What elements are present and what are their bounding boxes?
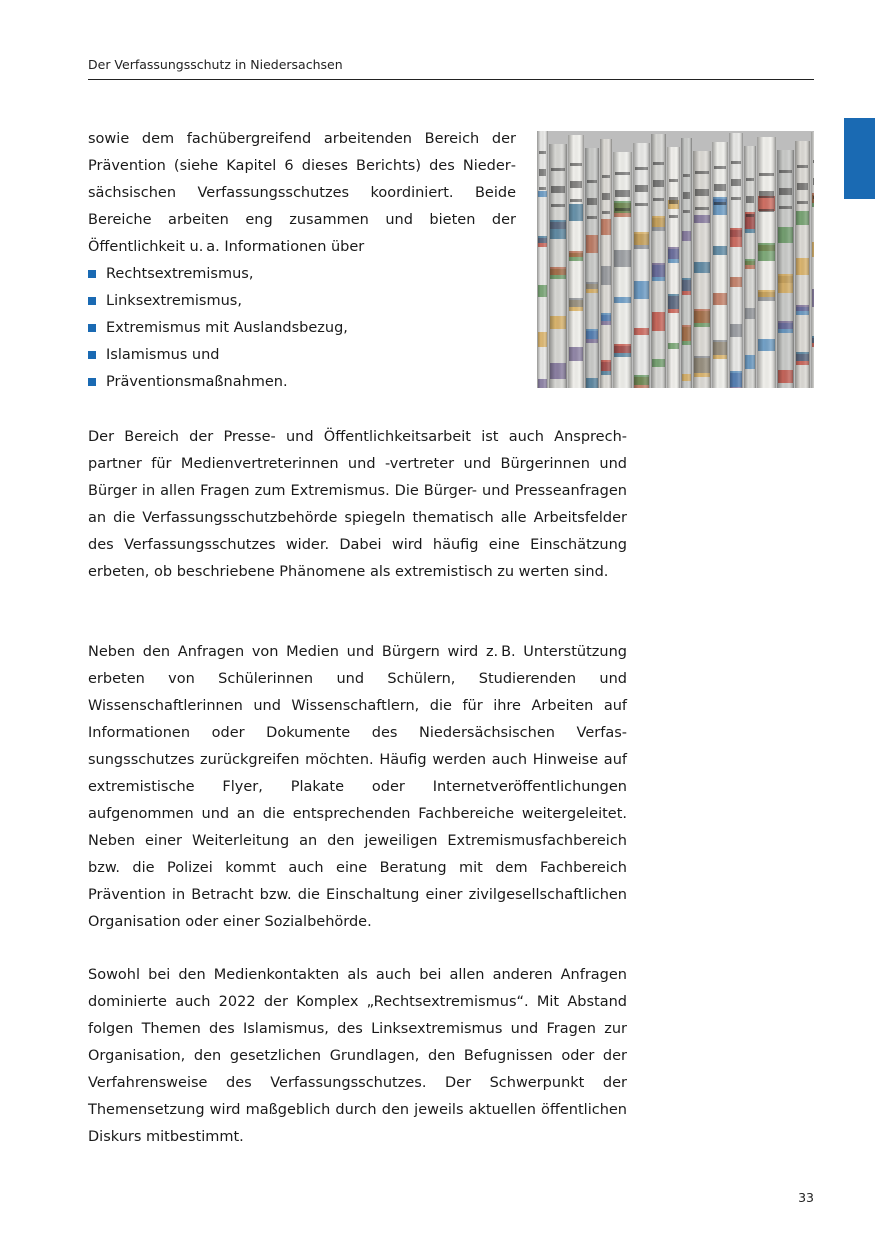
list-item: Extremismus mit Auslandsbezug,	[88, 315, 516, 342]
newspaper-fold-shadow	[613, 152, 632, 388]
bullet-square-icon	[88, 324, 96, 332]
newspaper-fold-shadow	[693, 151, 711, 388]
newspaper-fold-shadow	[633, 143, 650, 388]
header-title: Der Verfassungsschutz in Niedersachsen	[88, 57, 343, 72]
list-item: Linksextremismus,	[88, 288, 516, 315]
paragraph-topics: Sowohl bei den Medienkontakten als auch bei allen anderen Anfragen dominierte auch 2022 der Komplex „Rechtsextremismus“. Mit Abstand folgen Themen des Islamismus, des Linksextremismus und Fragen zur Organisation, den gesetzlichen Grundlagen, den Befugnissen oder der Verfahrensweise des Verfassungsschutzes. Der Schwerpunkt der Themensetzung wird maßgeblich durch den jeweils aktuellen öffentlichen Diskurs mitbestimmt.	[88, 967, 627, 1145]
newspaper-fold-shadow	[795, 141, 810, 388]
list-item: Islamismus und	[88, 342, 516, 369]
newspaper-fold-shadow	[667, 147, 680, 388]
newspapers-illustration	[537, 131, 814, 388]
newspaper-fold-shadow	[712, 142, 728, 388]
list-item: Rechtsextremismus,	[88, 261, 516, 288]
newspaper-fold-shadow	[757, 137, 776, 388]
intro-text: sowie dem fachübergreifend arbeitenden Bereich der Prävention (siehe Kapitel 6 dieses Berichts) des Niedersächsischen Verfassungsschutzes koordiniert. Beide Bereiche arbeiten eng zusammen und bieten der Öffentlichkeit u. a. Informationen über	[88, 131, 516, 255]
paragraph-requests: Neben den Anfragen von Medien und Bürgern wird z. B. Unterstützung erbeten von Schülerinnen und Schülern, Studierenden und Wissenschaftlerinnen und Wissenschaftlern, die für ihre Arbeiten auf Informationen oder Dokumente des Niedersächsischen Verfassungsschutzes zurückgreifen möchten. Häufig werden auch Hinweise auf extremistische Flyer, Plakate oder Internetveröffentlichungen aufgenommen und an die entsprechenden Fachbereiche weitergeleitet. Neben einer Weiterleitung an den jeweiligen Extremismusfachbereich bzw. die Polizei kommt auch eine Beratung mit dem Fachbereich Prävention in Betracht bzw. die Einschaltung einer zivilgesellschaftlichen Organisation oder einer Sozialbehörde.	[88, 644, 627, 930]
topic-list	[88, 261, 516, 396]
newspaper-fold-shadow	[777, 150, 794, 388]
bullet-square-icon	[88, 270, 96, 278]
newspaper-fold-shadow	[729, 133, 743, 388]
bullet-square-icon	[88, 378, 96, 386]
newspaper-fold-shadow	[600, 139, 612, 388]
paragraph-press-office: Der Bereich der Presse- und Öffentlichkeitsarbeit ist auch Ansprechpartner für Medienvertreterinnen und -vertreter und Bürgerinnen und Bürger in allen Fragen zum Extremismus. Die Bürger- und Presseanfragen an die Verfassungsschutzbehörde spiegeln thematisch alle Arbeitsfelder des Verfassungsschutzes wider. Dabei wird häufig eine Einschätzung erbeten, ob beschriebene Phänomene als extremistisch zu werten sind.	[88, 429, 627, 580]
newspaper-fold-shadow	[568, 135, 584, 388]
list-item: Präventionsmaßnahmen.	[88, 369, 516, 396]
chapter-tab-marker	[844, 118, 875, 199]
newspapers-photo	[537, 131, 814, 388]
bullet-square-icon	[88, 351, 96, 359]
running-header	[88, 57, 814, 80]
newspaper-fold-shadow	[744, 146, 756, 388]
newspaper-fold-shadow	[585, 148, 599, 388]
newspaper-fold-shadow	[651, 134, 666, 388]
newspaper-fold-shadow	[811, 132, 814, 388]
newspaper-fold-shadow	[681, 138, 692, 388]
intro-block	[88, 126, 516, 396]
newspaper-fold-shadow	[537, 131, 548, 388]
page-number: 33	[798, 1190, 814, 1205]
newspaper-fold-shadow	[549, 144, 567, 388]
bullet-square-icon	[88, 297, 96, 305]
